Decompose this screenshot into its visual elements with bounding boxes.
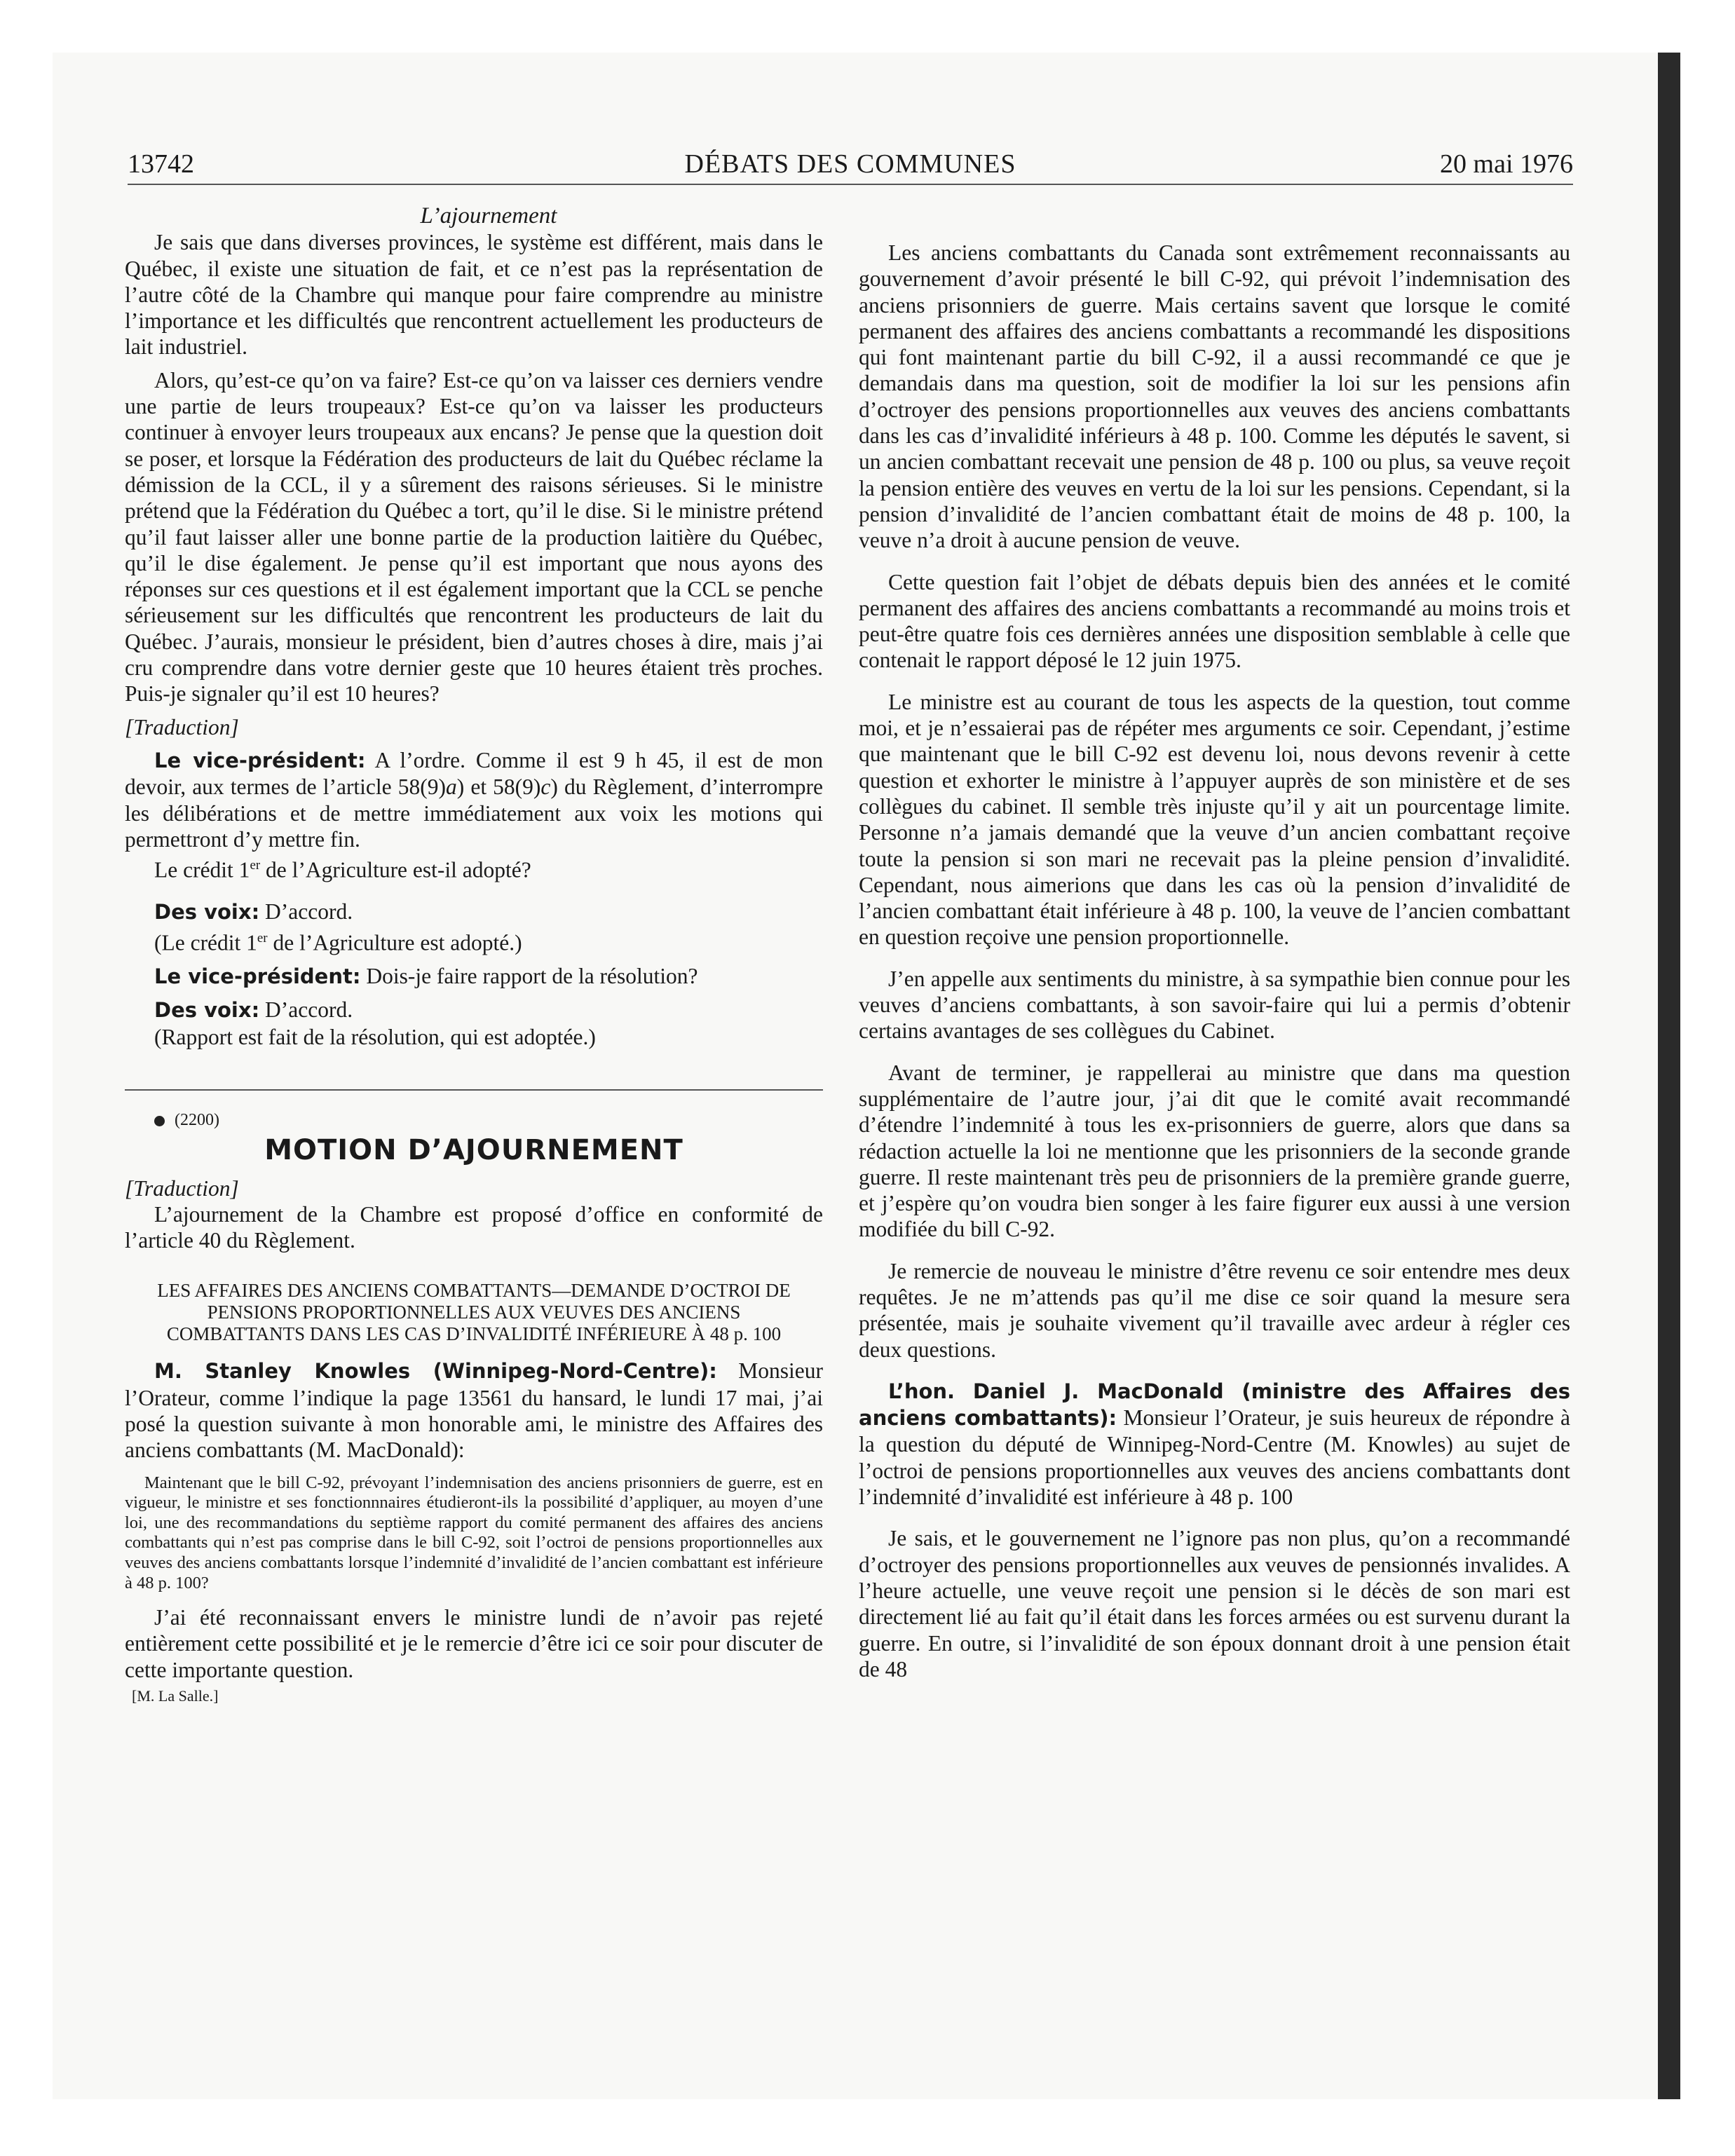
page-header [128, 149, 1573, 184]
bullet-dot-icon [154, 1116, 165, 1126]
header-rule [128, 184, 1573, 185]
speaker-name: L’hon. Daniel J. MacDonald (ministre des Affaires des anciens combattants): [859, 1379, 1570, 1431]
paragraph: Je sais, et le gouvernement ne l’ignore pas non plus, qu’on a recommandé d’octroyer des pensions proportionnelles aux veuves de pensionnés invalides. A l’heure actuelle, une veuve reçoit une pension si le décès de son mari est directement lié au fait qu’il était dans les forces armées ou est survenu durant la guerre. En outre, si l’invalidité de son époux donnant droit à une pension était de 48 [859, 1526, 1570, 1681]
scan-edge-bar [1658, 53, 1680, 2099]
time-marker: (2200) [125, 1107, 823, 1133]
paragraph: Le vice-président: A l’ordre. Comme il est 9 h 45, il est de mon devoir, aux termes de l’article 58(9)a) et 58(9)c) du Règlement, d’interrompre les délibérations et de mettre immédiatement aux voix les motions qui permettront d’y mettre fin. [125, 747, 823, 852]
quote-text: Maintenant que le bill C-92, prévoyant l’indemnisation des anciens prisonniers de guerre, est en vigueur, le ministre et ses fonctionnnaires étudieront-ils la possibilité d’appliquer, au moyen d’une loi, une des recommandations du septième rapport du comité permanent des affaires des anciens combattants qui n’est pas comprise dans le bill C-92, soit l’octroi de pensions proportionnelles aux veuves des anciens combattants lorsque l’indemnité d’invalidité de l’ancien combattant est inférieure à 48 p. 100? [125, 1473, 823, 1592]
speaker-name: Des voix: [154, 998, 260, 1023]
paragraph: J’en appelle aux sentiments du ministre, à sa sympathie bien connue pour les veuves d’anciens combattants, à son savoir-faire qui lui a permis d’obtenir certains avantages de ses collègues du Cabinet. [859, 966, 1570, 1044]
paragraph: Des voix: D’accord. [154, 899, 353, 924]
paragraph: Les anciens combattants du Canada sont extrêmement reconnaissants au gouvernement d’avoir présenté le bill C-92, qui prévoit l’indemnisation des anciens prisonniers de guerre. Mais certains savent que lorsque le comité permanent des affaires des anciens combattants a recommandé les dispositions qui font maintenant partie du bill C-92, il a aussi recommandé ce que je demandais dans ma question, soit de modifier la loi sur les pensions afin d’octroyer des pensions proportionnelles aux veuves des anciens combattants dans les cas d’invalidité inférieurs à 48 p. 100. Comme les députés le savent, si un ancien combattant recevait une pension de 48 p. 100 ou plus, sa veuve reçoit la pension entière des veuves en vertu de la loi sur les pensions. Cependant, si la pension d’invalidité de l’ancien combattant était de moins de 48 p. 100, la veuve n’a droit à aucune pension de veuve. [859, 240, 1570, 553]
section-title: L’ajournement [420, 203, 557, 228]
paragraph: M. Stanley Knowles (Winnipeg-Nord-Centre): Monsieur l’Orateur, comme l’indique la page 13561 du hansard, le lundi 17 mai, j’ai posé la question suivante à mon honorable ami, le ministre des Affaires des anciens combattants (M. MacDonald): [125, 1358, 823, 1463]
paragraph: Alors, qu’est-ce qu’on va faire? Est-ce qu’on va laisser ces derniers vendre une partie de leurs troupeaux? Est-ce qu’on va laisser les producteurs continuer à envoyer leurs troupeaux aux encans? Je pense que la question doit se poser, et lorsque la Fédération des producteurs de lait du Québec réclame la démission de la CCL, il y a sûrement des raisons sérieuses. Si le ministre prétend que la Fédération du Québec a tort, qu’il le dise. Si le ministre prétend qu’il faut laisser aller une bonne partie de la production laitière du Québec, qu’il le dise également. Je pense qu’il est important que nous ayons des réponses sur ces questions et il est également important que la CCL se penche sérieusement sur les difficultés que rencontrent les producteurs de lait du Québec. J’aurais, monsieur le président, bien d’autres choses à dire, mais j’ai cru comprendre dans votre dernier geste que 10 heures étaient très proches. Puis-je signaler qu’il est 10 heures? [125, 367, 823, 707]
page-date: 20 mai 1976 [1440, 149, 1573, 179]
attribution: [M. La Salle.] [132, 1687, 219, 1705]
translation-note: [Traduction] [125, 714, 239, 739]
paragraph: J’ai été reconnaissant envers le ministre lundi de n’avoir pas rejeté entièrement cette possibilité et je le remercie d’être ici ce soir pour discuter de cette importante question. [125, 1605, 823, 1682]
translation-note: [Traduction] [125, 1175, 239, 1201]
paragraph: Le vice-président: Dois-je faire rapport de la résolution? [154, 964, 698, 989]
paragraph: L’hon. Daniel J. MacDonald (ministre des Affaires des anciens combattants): Monsieur l’Orateur, je suis heureux de répondre à la question du député de Winnipeg-Nord-Centre (M. Knowles) au sujet de l’octroi de pensions proportionnelles aux veuves des anciens combattants dont l’indemnité d’invalidité est inférieure à 48 p. 100 [859, 1379, 1570, 1510]
paragraph: Le ministre est au courant de tous les aspects de la question, tout comme moi, et je n’essaierai pas de répéter mes arguments ce soir. Cependant, j’estime que maintenant que le bill C-92 est devenu loi, nous devons revenir à cette question et exhorter le ministre à l’appuyer auprès de son ministère et de ses collègues du cabinet. Il semble très injuste qu’il y ait un pourcentage limite. Personne n’a jamais demandé que la veuve d’un ancien combattant reçoive toute la pension si son mari ne recevait pas la pleine pension d’invalidité. Cependant, nous aimerions que dans les cas où la pension d’invalidité de l’ancien combattant était inférieure à 48 p. 100, la veuve de l’ancien combattant en question reçoive une pension proportionnelle. [859, 689, 1570, 950]
publication-title: DÉBATS DES COMMUNES [684, 149, 1016, 179]
block-quote [125, 1473, 823, 1594]
paragraph: Des voix: D’accord. [154, 997, 353, 1023]
page-number: 13742 [128, 149, 194, 179]
paragraph: Je remercie de nouveau le ministre d’être revenu ce soir entendre mes deux requêtes. Je ne m’attends pas qu’il me dise ce soir quand la mesure sera présentée, mais je souhaite vivement qu’il travaille avec ardeur à régler ces deux questions. [859, 1258, 1570, 1362]
paragraph: (Rapport est fait de la résolution, qui est adoptée.) [154, 1024, 596, 1049]
paragraph: Cette question fait l’objet de débats depuis bien des années et le comité permanent des affaires des anciens combattants a recommandé au moins trois et peut-être quatre fois ces dernières années une disposition semblable à celle que contenait le rapport déposé le 12 juin 1975. [859, 569, 1570, 673]
speaker-name: Le vice-président: [154, 748, 366, 772]
paragraph: Je sais que dans diverses provinces, le système est différent, mais dans le Québec, il existe une situation de fait, et ce n’est pas la représentation de l’autre côté de la Chambre qui manque pour faire comprendre au ministre l’importance et les difficultés que rencontrent actuellement les producteurs de lait industriel. [125, 230, 823, 360]
paragraph: Avant de terminer, je rappellerai au ministre que dans ma question supplémentaire de l’autre jour, j’ai dit que le comité avait recommandé d’étendre l’indemnité à tous les ex-prisonniers de guerre, alors que dans sa rédaction actuelle la loi ne mentionne que les prisonniers de la seconde grande guerre. Il reste maintenant très peu de prisonniers de la première grande guerre, et j’espère qu’on voudra bien songer à les faire figurer eux aussi à une version modifiée du bill C-92. [859, 1060, 1570, 1242]
section-divider [125, 1089, 823, 1091]
paragraph: (Le crédit 1er de l’Agriculture est adopté.) [154, 930, 522, 955]
debate-subheading: LES AFFAIRES DES ANCIENS COMBATTANTS—DEMANDE D’OCTROI DE PENSIONS PROPORTIONNELLES AUX VEUVES DES ANCIENS COMBATTANTS DANS LES CAS D’INVALIDITÉ INFÉRIEURE À 48 p. 100 [157, 1280, 791, 1345]
speaker-name: Des voix: [154, 899, 260, 924]
paragraph: Le crédit 1er de l’Agriculture est-il adopté? [154, 857, 531, 882]
paragraph: L’ajournement de la Chambre est proposé d’office en conformité de l’article 40 du Règlement. [125, 1201, 823, 1253]
speaker-name: M. Stanley Knowles (Winnipeg-Nord-Centre): [154, 1359, 717, 1384]
right-column [859, 240, 1570, 1682]
speaker-name: Le vice-président: [154, 964, 361, 989]
left-column [125, 203, 823, 1709]
motion-heading: MOTION D’AJOURNEMENT [264, 1134, 683, 1167]
